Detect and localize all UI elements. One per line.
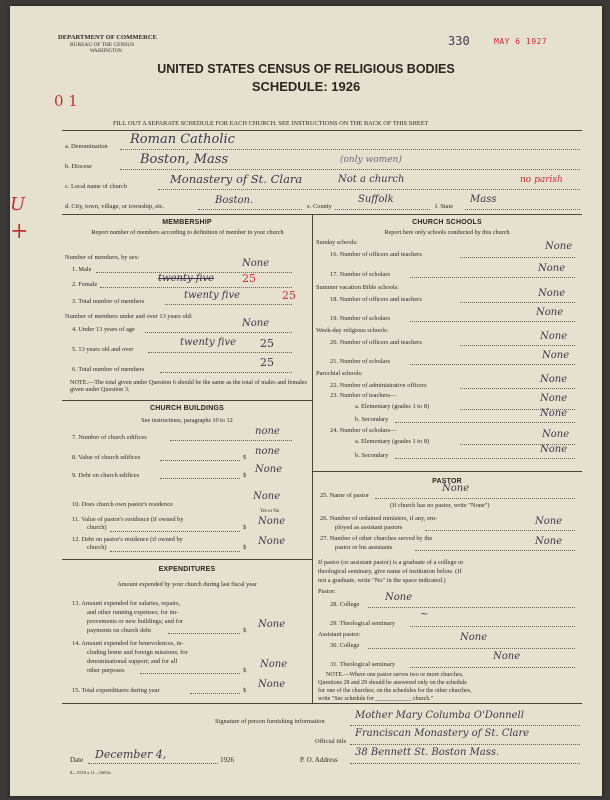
- q11-dollar: $: [243, 524, 247, 531]
- schools-heading: CHURCH SCHOOLS: [412, 219, 482, 226]
- instruction-line: FILL OUT A SEPARATE SCHEDULE FOR EACH CHURCH. SEE INSTRUCTIONS ON THE BACK OF THIS SHEET: [113, 120, 429, 127]
- denomination-line: [120, 149, 580, 150]
- city-town-label: d. City, town, village, or township, etc.: [65, 203, 165, 210]
- denomination-label: a. Denomination: [65, 143, 108, 150]
- expenditures-subheading: Amount expended by your church during last fiscal year: [117, 581, 257, 588]
- pastor-note-3: for one of the churches; on the schedules for the other churches,: [318, 688, 472, 694]
- q24b-value: None: [540, 444, 568, 455]
- church-name-label: c. Local name of church: [65, 183, 127, 190]
- q2-value-number: 25: [242, 272, 256, 285]
- q24-label: 24. Number of scholars—: [330, 427, 397, 434]
- q23b-value: None: [540, 408, 568, 419]
- po-address-label: P. O. Address: [300, 756, 338, 764]
- diocese-value: Boston, Mass: [140, 152, 229, 167]
- q14-line: [140, 673, 240, 674]
- diocese-label: b. Diocese: [65, 163, 92, 170]
- q15-dollar: $: [243, 687, 247, 694]
- q23a-label: a. Elementary (grades 1 to 8): [355, 403, 430, 410]
- pastor-heading: PASTOR: [432, 478, 462, 485]
- q6-line: [160, 372, 292, 373]
- official-title-line: [350, 744, 580, 745]
- q26-label: 26. Number of ordained ministers, if any, em-: [320, 515, 438, 522]
- expenditures-heading: EXPENDITURES: [158, 566, 216, 573]
- q24b-line: [395, 458, 575, 459]
- buildings-subheading: See instructions, paragraphs 10 to 12: [141, 417, 233, 424]
- q31-line: [410, 667, 575, 668]
- q26-label-2: ployed as assistant pastors: [335, 524, 403, 531]
- q18-label: 18. Number of officers and teachers: [330, 296, 422, 303]
- q9-value: None: [255, 464, 283, 475]
- q29-value: ~: [420, 609, 429, 620]
- grid-bottom-line: [62, 703, 582, 704]
- q22-line: [460, 388, 575, 389]
- q27-value: None: [535, 536, 563, 547]
- q19-line: [410, 321, 575, 322]
- q22-label: 22. Number of administrative officers: [330, 382, 427, 389]
- q13-line: [168, 633, 240, 634]
- q2-line: [100, 287, 292, 288]
- grid-top-line: [62, 214, 582, 215]
- q10-yes-no: Yes or No: [260, 509, 280, 514]
- q11-label-2: church): [87, 524, 107, 531]
- census-form: [10, 6, 602, 796]
- church-name-value: Monastery of St. Clara: [170, 172, 303, 186]
- q23b-label: b. Secondary: [355, 416, 389, 423]
- schools-bottom-line: [312, 471, 582, 472]
- state-label: f. State: [435, 203, 454, 210]
- q19-label: 19. Number of scholars: [330, 315, 390, 322]
- q2-label: 2. Female: [72, 281, 98, 288]
- membership-note: NOTE.—The total given under Question 6 should be the same as the total of males and females given under Question 3.: [70, 379, 307, 394]
- q10-value: None: [253, 491, 281, 502]
- q19-value: None: [536, 307, 564, 318]
- pastor-sub-label: Pastor:: [318, 588, 336, 595]
- q8-label: 8. Value of church edifices: [72, 454, 141, 461]
- q18-value: None: [538, 288, 566, 299]
- graduate-instruction-1: If pastor (or assistant pastor) is a graduate of a college or: [318, 559, 464, 566]
- q25-value: None: [442, 483, 470, 494]
- department-label: DEPARTMENT OF COMMERCE: [58, 34, 157, 41]
- q15-line: [190, 693, 240, 694]
- q14-value: None: [260, 659, 288, 670]
- assistant-pastor-label: Assistant pastor:: [318, 631, 361, 638]
- pastor-note-2: Questions 28 and 29 should be answered only on the schedule: [318, 680, 467, 686]
- q17-label: 17. Number of scholars: [330, 271, 390, 278]
- age-label: Number of members under and over 13 years old:: [65, 313, 193, 320]
- q25-line: [375, 498, 575, 499]
- schedule-title: SCHEDULE: 1926: [251, 79, 361, 94]
- q8-dollar: $: [243, 454, 247, 461]
- grid-center-line: [312, 214, 313, 703]
- q27-line: [415, 550, 575, 551]
- po-address-line: [350, 763, 580, 764]
- city-value: Boston.: [215, 195, 254, 206]
- weekday-schools-label: Week-day religious schools:: [316, 327, 389, 334]
- summer-schools-label: Summer vacation Bible schools:: [316, 284, 399, 291]
- q16-label: 16. Number of officers and teachers: [330, 251, 422, 258]
- date-label: Date: [70, 756, 84, 764]
- q26-line: [425, 530, 575, 531]
- church-red-note: no parish: [520, 175, 563, 185]
- q27-label-2: pastor or his assistants: [335, 544, 393, 551]
- q1-value: None: [242, 258, 270, 269]
- church-name-note: Not a church: [338, 174, 405, 185]
- q23-label: 23. Number of teachers—: [330, 392, 397, 399]
- q5-label: 5. 13 years old and over: [72, 346, 134, 353]
- q15-value: None: [258, 679, 286, 690]
- q14-label-4: other purposes: [87, 667, 125, 674]
- q12-line: [110, 551, 240, 552]
- q30-value: None: [460, 632, 488, 643]
- schools-subheading: Report here only schools conducted by this church: [384, 229, 510, 236]
- stamp-number: 330: [448, 34, 470, 48]
- q5-value-number: 25: [260, 337, 274, 350]
- q3-label: 3. Total number of members: [72, 298, 145, 305]
- membership-bottom-line: [62, 400, 312, 401]
- q13-label: 13. Amount expended for salaries, repairs,: [72, 600, 181, 607]
- q17-value: None: [538, 263, 566, 274]
- q12-value: None: [258, 536, 286, 547]
- county-line: [335, 209, 430, 210]
- q3-value-number: 25: [282, 289, 296, 302]
- q28-line: [368, 607, 575, 608]
- q22-value: None: [540, 374, 568, 385]
- q6-value-number: 25: [260, 356, 274, 369]
- city-line: [198, 209, 302, 210]
- membership-subheading: Report number of members according to definition of member in your church: [91, 229, 284, 236]
- red-margin-mark: U: [10, 194, 26, 215]
- buildings-heading: CHURCH BUILDINGS: [150, 405, 224, 412]
- received-date-stamp: MAY 6 1927: [494, 37, 548, 46]
- q24a-label: a. Elementary (grades 1 to 8): [355, 438, 430, 445]
- red-code-mark: 0 1: [54, 92, 78, 110]
- state-value: Mass: [470, 194, 497, 205]
- pastor-note-4: write "See schedule for ____________ church.": [318, 696, 434, 702]
- q26-value: None: [535, 516, 563, 527]
- bureau-label: BUREAU OF THE CENSUS: [70, 42, 135, 48]
- q20-value: None: [540, 331, 568, 342]
- q12-label: 12. Debt on pastor's residence (if owned by: [72, 536, 183, 543]
- q28-label: 28. College: [330, 601, 360, 608]
- q20-line: [460, 345, 575, 346]
- form-title: UNITED STATES CENSUS OF RELIGIOUS BODIES: [157, 62, 455, 76]
- q6-label: 6. Total number of members: [72, 366, 145, 373]
- q9-dollar: $: [243, 472, 247, 479]
- official-title-label: Official title: [315, 738, 347, 745]
- q31-value: None: [493, 651, 521, 662]
- diocese-line: [120, 169, 580, 170]
- q30-label: 30. College: [330, 642, 360, 649]
- parochial-schools-label: Parochial schools:: [316, 370, 363, 377]
- church-name-line: [158, 189, 580, 190]
- po-address-value: 38 Bennett St. Boston Mass.: [355, 747, 500, 758]
- county-value: Suffolk: [358, 194, 394, 205]
- q11-line: [110, 531, 240, 532]
- q14-label-3: denominational support; and for all: [87, 658, 178, 665]
- q24b-label: b. Secondary: [355, 452, 389, 459]
- q2-value-words: twenty five: [158, 273, 215, 284]
- q10-label: 10. Does church own pastor's residence: [72, 501, 173, 508]
- red-plus-mark: +: [10, 219, 29, 244]
- state-line: [465, 209, 580, 210]
- pastor-note-1: NOTE.—Where one pastor serves two or more churches,: [326, 672, 464, 678]
- q4-line: [145, 332, 292, 333]
- graduate-instruction-2: theological seminary, give name of institution below. (If: [318, 568, 462, 575]
- q1-label: 1. Male: [72, 266, 92, 273]
- date-line: [88, 763, 218, 764]
- signature-label: Signature of person furnishing information: [215, 718, 325, 725]
- q13-label-2: and other running expenses; for im-: [87, 609, 179, 616]
- q23b-line: [395, 422, 575, 423]
- q16-value: None: [545, 241, 573, 252]
- q14-label-2: cluding home and foreign missions; for: [87, 649, 188, 656]
- date-value: December 4,: [95, 748, 167, 761]
- q13-label-4: payments on church debt: [87, 627, 152, 634]
- q30-line: [368, 648, 575, 649]
- q20-label: 20. Number of officers and teachers: [330, 339, 422, 346]
- q27-label: 27. Number of other churches served by the: [320, 535, 433, 542]
- q25-label: 25. Name of pastor: [320, 492, 369, 499]
- q4-value: None: [242, 318, 270, 329]
- q31-label: 31. Theological seminary: [330, 661, 396, 668]
- q4-label: 4. Under 13 years of age: [72, 326, 135, 333]
- q7-value: none: [255, 426, 280, 437]
- q15-label: 15. Total expenditures during year: [72, 687, 160, 694]
- diocese-note: (only women): [340, 155, 402, 165]
- q21-label: 21. Number of scholars: [330, 358, 390, 365]
- q8-line: [160, 460, 240, 461]
- by-sex-label: Number of members, by sex:: [65, 254, 140, 261]
- header-divider: [62, 130, 582, 131]
- q13-value: None: [258, 619, 286, 630]
- q17-line: [410, 277, 575, 278]
- date-year: 1926: [220, 756, 234, 764]
- q24a-value: None: [542, 429, 570, 440]
- q5-line: [148, 352, 292, 353]
- q23a-value: None: [540, 393, 568, 404]
- q9-label: 9. Debt on church edifices: [72, 472, 140, 479]
- q29-label: 29. Theological seminary: [330, 620, 396, 627]
- q21-line: [410, 364, 575, 365]
- q11-value: None: [258, 516, 286, 527]
- q18-line: [460, 302, 575, 303]
- q12-dollar: $: [243, 544, 247, 551]
- denomination-value: Roman Catholic: [130, 132, 235, 147]
- q14-label: 14. Amount expended for benevolences, in-: [72, 640, 184, 647]
- q12-label-2: church): [87, 544, 107, 551]
- signature-line: [350, 725, 580, 726]
- q13-dollar: $: [243, 627, 247, 634]
- q5-value-words: twenty five: [180, 337, 237, 348]
- signature-value: Mother Mary Columba O'Donnell: [355, 710, 524, 721]
- q7-label: 7. Number of church edifices: [72, 434, 147, 441]
- q21-value: None: [542, 350, 570, 361]
- sunday-schools-label: Sunday schools:: [316, 239, 358, 246]
- county-label: e. County: [307, 203, 332, 210]
- q7-line: [170, 440, 292, 441]
- graduate-instruction-3: not a graduate, write "No" in the space indicated.): [318, 577, 446, 584]
- q14-dollar: $: [243, 667, 247, 674]
- q13-label-3: provements or new buildings; and for: [87, 618, 184, 625]
- q29-line: [410, 626, 575, 627]
- city-label: WASHINGTON: [90, 49, 122, 54]
- membership-heading: MEMBERSHIP: [162, 219, 212, 226]
- q25-sub: (If church has no pastor, write "None"): [390, 502, 490, 509]
- form-code: 8—5518 a 11—9654a: [70, 770, 111, 775]
- official-title-value: Franciscan Monastery of St. Clare: [355, 728, 530, 739]
- q16-line: [460, 257, 575, 258]
- q11-label: 11. Value of pastor's residence (if owned by: [72, 516, 184, 523]
- q3-line: [165, 304, 292, 305]
- q28-value: None: [385, 592, 413, 603]
- q9-line: [160, 478, 240, 479]
- q3-value-words: twenty five: [184, 290, 241, 301]
- q8-value: none: [255, 446, 280, 457]
- buildings-bottom-line: [62, 559, 312, 560]
